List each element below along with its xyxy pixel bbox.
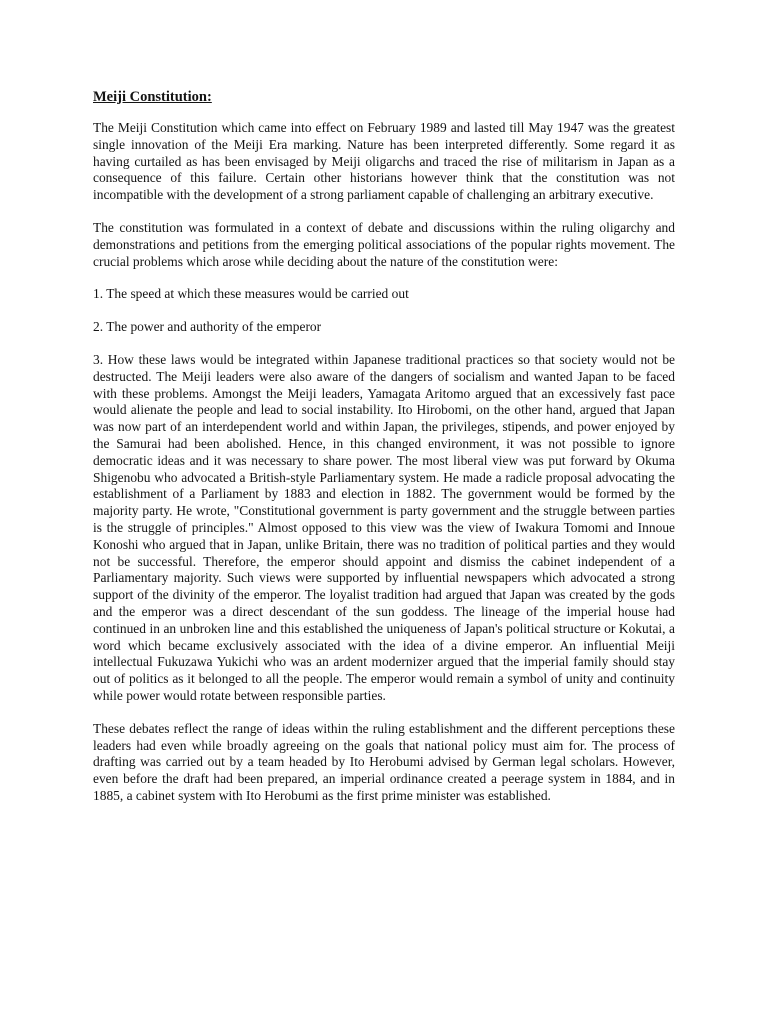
- document-title: Meiji Constitution:: [93, 89, 212, 105]
- paragraph-debates: These debates reflect the range of ideas within the ruling establishment and the different perceptions these leaders had even while broadly agreeing on the goals that national policy must aim for. The process of drafting was carried out by a team headed by Ito Herobumi advised by German legal scholars. However, even before the draft had been prepared, an imperial ordinance created a peerage system in 1884, and in 1885, a cabinet system with Ito Herobumi as the first prime minister was established.: [93, 720, 675, 803]
- paragraph-context: The constitution was formulated in a context of debate and discussions within the ruling oligarchy and demonstrations and petitions from the emerging political associations of the popular rights movement. The crucial problems which arose while deciding about the nature of the constitution were:: [93, 219, 675, 269]
- paragraph-intro: The Meiji Constitution which came into effect on February 1989 and lasted till May 1947 was the greatest single innovation of the Meiji Era marking. Nature has been interpreted differently. Some regard it as having curtailed as has been envisaged by Meiji oligarchs and traced the rise of militarism in Japan as a consequence of this failure. Certain other historians however think that the constitution was not incompatible with the development of a strong parliament capable of challenging an arbitrary executive.: [93, 120, 675, 203]
- list-item-speed: 1. The speed at which these measures would be carried out: [93, 286, 409, 302]
- paragraph-traditional-practices: 3. How these laws would be integrated within Japanese traditional practices so that society would not be destructed. The Meiji leaders were also aware of the dangers of socialism and wanted Japan to be faced with these problems. Amongst the Meiji leaders, Yamagata Aritomo argued that an excessively fast pace would alienate the people and lead to social instability. Ito Hirobomi, on the other hand, argued that Japan was now part of an interdependent world and within Japan, the privileges, stipends, and power enjoyed by the Samurai had been abolished. Hence, in this changed environment, it was not possible to ignore democratic ideas and it was necessary to share power. The most liberal view was put forward by Okuma Shigenobu who advocated a British-style Parliamentary system. He made a radicle proposal advocating the establishment of a Parliament by 1883 and election in 1882. The government would be formed by the majority party. He wrote, "Constitutional government is party government and the struggle between parties is the struggle of principles." Almost opposed to this view was the view of Iwakura Tomomi and Innoue Konoshi who argued that in Japan, unlike Britain, there was no tradition of political parties and they would not be successful. Therefore, the emperor should appoint and dismiss the cabinet independent of a Parliamentary majority. Such views were supported by influential newspapers which advocated a strong support of the divinity of the emperor. The loyalist tradition had argued that Japan was created by the gods and the emperor was a direct descendant of the sun goddess. The lineage of the imperial house had continued in an unbroken line and this established the uniqueness of Japan's political structure or Kokutai, a word which became exclusively associated with the idea of a divine emperor. An influential Meiji intellectual Fukuzawa Yukichi who was an ardent modernizer argued that the imperial family should stay out of politics as it belonged to all the people. The emperor would remain a symbol of unity and continuity while power would rotate between responsible parties.: [93, 351, 675, 703]
- list-item-emperor-power: 2. The power and authority of the emperor: [93, 319, 322, 335]
- document-body: [93, 88, 675, 821]
